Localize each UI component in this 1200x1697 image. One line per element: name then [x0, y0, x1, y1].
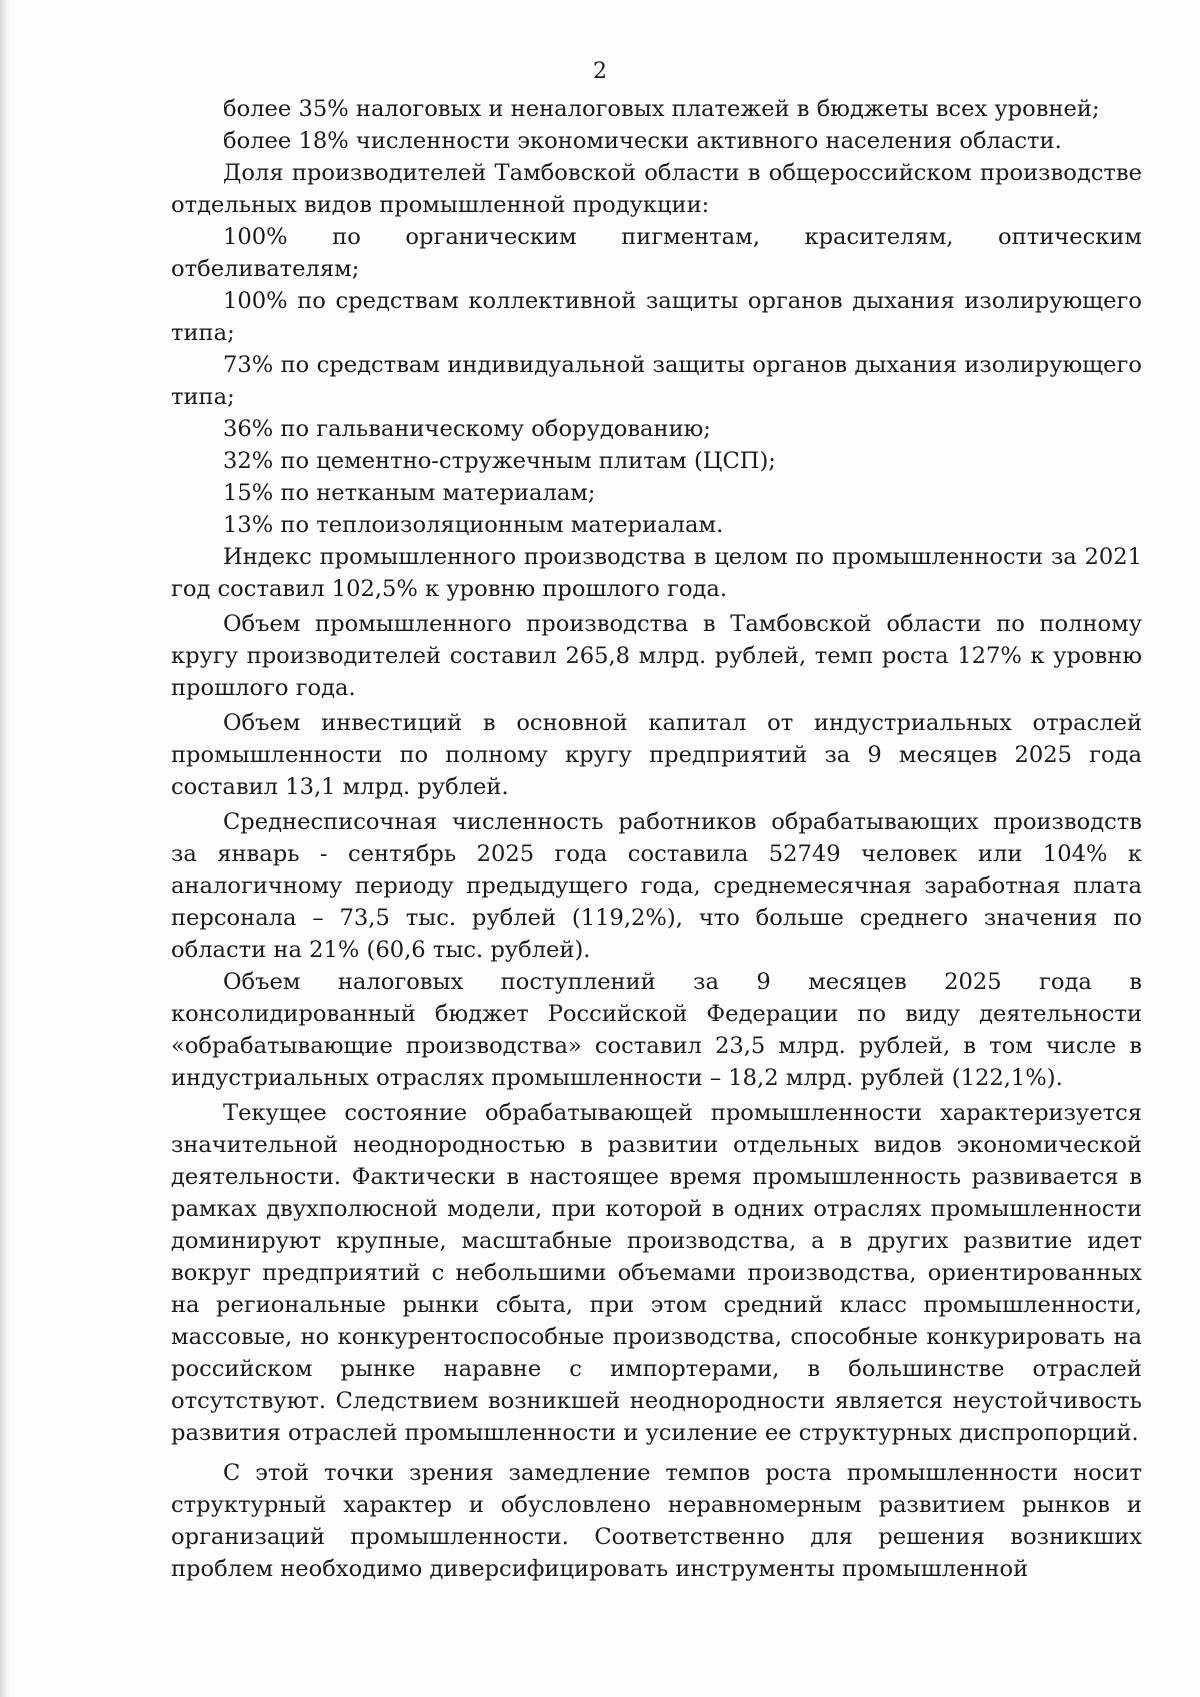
paragraph: 100% по органическим пигментам, красителям, оптическим отбеливателям; [171, 224, 1142, 282]
paragraph: С этой точки зрения замедление темпов роста промышленности носит структурный характер и обусловлено неравномерным развитием рынков и организаций промышленности. Соответственно для решения возникших проблем необходимо диверсифицировать инструменты промышленной [171, 1460, 1142, 1582]
paragraph: более 18% численности экономически активного населения области. [223, 128, 1062, 154]
paragraph: 36% по гальваническому оборудованию; [223, 416, 711, 442]
paragraph: более 35% налоговых и неналоговых платежей в бюджеты всех уровней; [223, 96, 1100, 122]
paragraph: Объем инвестиций в основной капитал от индустриальных отраслей промышленности по полному кругу предприятий за 9 месяцев 2025 года составил 13,1 млрд. рублей. [171, 710, 1142, 800]
paragraph: 32% по цементно-стружечным плитам (ЦСП); [223, 448, 776, 474]
paragraph: 73% по средствам индивидуальной защиты органов дыхания изолирующего типа; [171, 352, 1142, 410]
paragraph: 15% по нетканым материалам; [223, 480, 596, 506]
paragraph: Объем промышленного производства в Тамбовской области по полному кругу производителей составил 265,8 млрд. рублей, темп роста 127% к уровню прошлого года. [171, 611, 1142, 701]
paragraph: 13% по теплоизоляционным материалам. [223, 512, 724, 538]
paragraph: Среднесписочная численность работников обрабатывающих производств за январь - сентябрь 2025 года составила 52749 человек или 104% к аналогичному периоду предыдущего года, среднемесячная заработная плата персонала – 73,5 тыс. рублей (119,2%), что больше среднего значения по области на 21% (60,6 тыс. рублей). [171, 809, 1142, 963]
paragraph: Индекс промышленного производства в целом по промышленности за 2021 год составил 102,5% к уровню прошлого года. [171, 544, 1142, 602]
page-number: 2 [593, 59, 607, 84]
paragraph: Текущее состояние обрабатывающей промышленности характеризуется значительной неоднородностью в развитии отдельных видов экономической деятельности. Фактически в настоящее время промышленность развивается в рамках двухполюсной модели, при которой в одних отраслях промышленности доминируют крупные, масштабные производства, а в других развитие идет вокруг предприятий с небольшими объемами производства, ориентированных на региональные рынки сбыта, при этом средний класс промышленности, массовые, но конкурентоспособные производства, способные конкурировать на российском рынке наравне с импортерами, в большинстве отраслей отсутствуют. Следствием возникшей неоднородности является неустойчивость развития отраслей промышленности и усиление ее структурных диспропорций. [171, 1100, 1142, 1446]
document-body [171, 93, 1142, 1585]
paragraph: Доля производителей Тамбовской области в общероссийском производстве отдельных видов промышленной продукции: [171, 160, 1142, 218]
scan-edge [0, 0, 10, 1697]
paragraph: Объем налоговых поступлений за 9 месяцев 2025 года в консолидированный бюджет Российской Федерации по виду деятельности «обрабатывающие производства» составил 23,5 млрд. рублей, в том числе в индустриальных отраслях промышленности – 18,2 млрд. рублей (122,1%). [171, 969, 1142, 1091]
paragraph: 100% по средствам коллективной защиты органов дыхания изолирующего типа; [171, 288, 1142, 346]
